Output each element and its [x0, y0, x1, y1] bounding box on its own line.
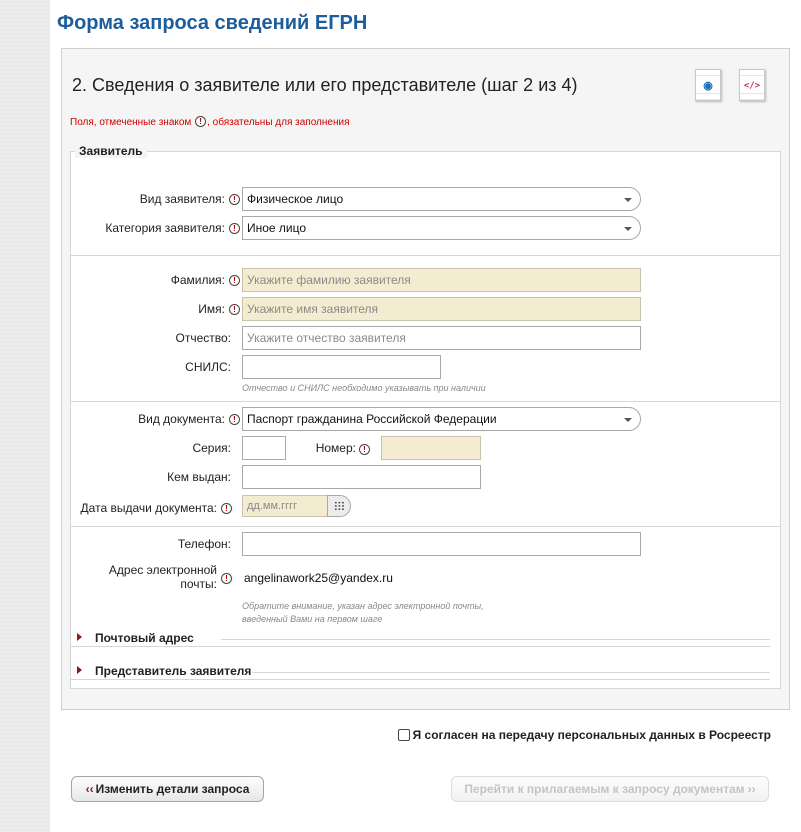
- applicant-category-label: Категория заявителя:: [105, 221, 225, 235]
- issued-by-input[interactable]: [242, 465, 481, 489]
- consent-label: Я согласен на передачу персональных данных в Росреестр: [412, 728, 771, 742]
- double-chevron-right-icon: ››: [747, 782, 756, 796]
- email-value: angelinawork25@yandex.ru: [244, 571, 393, 585]
- first-name-placeholder: Укажите имя заявителя: [247, 302, 379, 316]
- next-button-label: Перейти к прилагаемым к запросу документам: [464, 782, 745, 796]
- applicant-type-select[interactable]: [242, 187, 641, 211]
- divider: [71, 646, 770, 647]
- first-name-input[interactable]: [242, 297, 641, 321]
- applicant-category-select[interactable]: [242, 216, 641, 240]
- divider: [221, 639, 770, 640]
- required-note-before: Поля, отмеченные знаком: [70, 117, 192, 129]
- required-mark-icon: !: [229, 194, 240, 205]
- divider: [71, 526, 780, 527]
- middle-name-label: Отчество:: [175, 331, 231, 345]
- required-mark-icon: !: [359, 444, 370, 455]
- applicant-category-value: Иное лицо: [247, 221, 307, 235]
- required-mark-icon: !: [221, 503, 232, 514]
- triangle-right-icon: [77, 666, 82, 674]
- divider: [71, 401, 780, 402]
- snils-label: СНИЛС:: [185, 360, 231, 374]
- email-label: [71, 563, 217, 591]
- document-type-value: Паспорт гражданина Российской Федерации: [247, 412, 497, 426]
- applicant-type-value: Физическое лицо: [247, 192, 344, 206]
- postal-address-label: Почтовый адрес: [95, 631, 194, 645]
- triangle-right-icon: [77, 633, 82, 641]
- double-chevron-left-icon: ‹‹: [85, 782, 94, 796]
- email-hint: [242, 600, 484, 626]
- representative-toggle[interactable]: [71, 664, 780, 680]
- required-mark-icon: !: [195, 116, 206, 127]
- required-mark-icon: !: [229, 304, 240, 315]
- required-mark-icon: !: [229, 223, 240, 234]
- document-type-label: Вид документа:: [138, 412, 225, 426]
- step-title: 2. Сведения о заявителе или его представителе (шаг 2 из 4): [72, 75, 578, 95]
- required-mark-icon: !: [229, 275, 240, 286]
- email-label-line2: почты:: [180, 577, 217, 591]
- issued-by-label: Кем выдан:: [167, 470, 231, 484]
- required-fields-note: [70, 117, 350, 128]
- chevron-down-icon: [624, 418, 632, 422]
- middle-name-placeholder: Укажите отчество заявителя: [247, 331, 406, 345]
- consent-row[interactable]: [398, 728, 771, 742]
- chevron-down-icon: [624, 227, 632, 231]
- postal-address-toggle[interactable]: [71, 631, 780, 647]
- snils-hint: Отчество и СНИЛС необходимо указывать при наличии: [242, 383, 486, 393]
- divider: [71, 679, 770, 680]
- email-label-line1: Адрес электронной: [108, 563, 217, 577]
- divider: [71, 255, 780, 256]
- first-name-label: Имя:: [198, 302, 225, 316]
- page: [50, 0, 801, 832]
- document-type-select[interactable]: [242, 407, 641, 431]
- applicant-fieldset: [70, 144, 781, 689]
- issue-date-input[interactable]: [242, 495, 328, 517]
- page-title: Форма запроса сведений ЕГРН: [57, 12, 368, 34]
- last-name-placeholder: Укажите фамилию заявителя: [247, 273, 411, 287]
- code-document-icon[interactable]: </>: [739, 69, 765, 101]
- email-hint-line2: введенный Вами на первом шаге: [242, 614, 383, 624]
- required-note-after: , обязательны для заполнения: [207, 117, 350, 129]
- applicant-legend: Заявитель: [75, 144, 147, 158]
- last-name-input[interactable]: [242, 268, 641, 292]
- calendar-icon: [334, 501, 345, 511]
- go-to-attached-documents-button[interactable]: [451, 776, 769, 802]
- number-label: Номер:: [315, 441, 356, 455]
- last-name-label: Фамилия:: [170, 273, 225, 287]
- back-button-label: Изменить детали запроса: [95, 782, 250, 796]
- change-request-details-button[interactable]: [71, 776, 264, 802]
- number-input[interactable]: [381, 436, 481, 460]
- calendar-button[interactable]: [327, 495, 351, 517]
- phone-label: Телефон:: [177, 537, 231, 551]
- snils-input[interactable]: [242, 355, 441, 379]
- phone-input[interactable]: [242, 532, 641, 556]
- required-mark-icon: !: [221, 573, 232, 584]
- chevron-down-icon: [624, 198, 632, 202]
- form-panel: [61, 48, 790, 710]
- applicant-type-label: Вид заявителя:: [139, 192, 225, 206]
- consent-checkbox[interactable]: [398, 729, 410, 741]
- series-label: Серия:: [192, 441, 231, 455]
- divider: [253, 672, 770, 673]
- representative-label: Представитель заявителя: [95, 664, 252, 678]
- issue-date-placeholder: дд.мм.гггг: [247, 500, 298, 512]
- middle-name-input[interactable]: [242, 326, 641, 350]
- required-mark-icon: !: [229, 414, 240, 425]
- series-input[interactable]: [242, 436, 286, 460]
- eye-document-icon[interactable]: ◉: [695, 69, 721, 101]
- issue-date-label: Дата выдачи документа:: [80, 501, 217, 515]
- email-hint-line1: Обратите внимание, указан адрес электронной почты,: [242, 601, 484, 611]
